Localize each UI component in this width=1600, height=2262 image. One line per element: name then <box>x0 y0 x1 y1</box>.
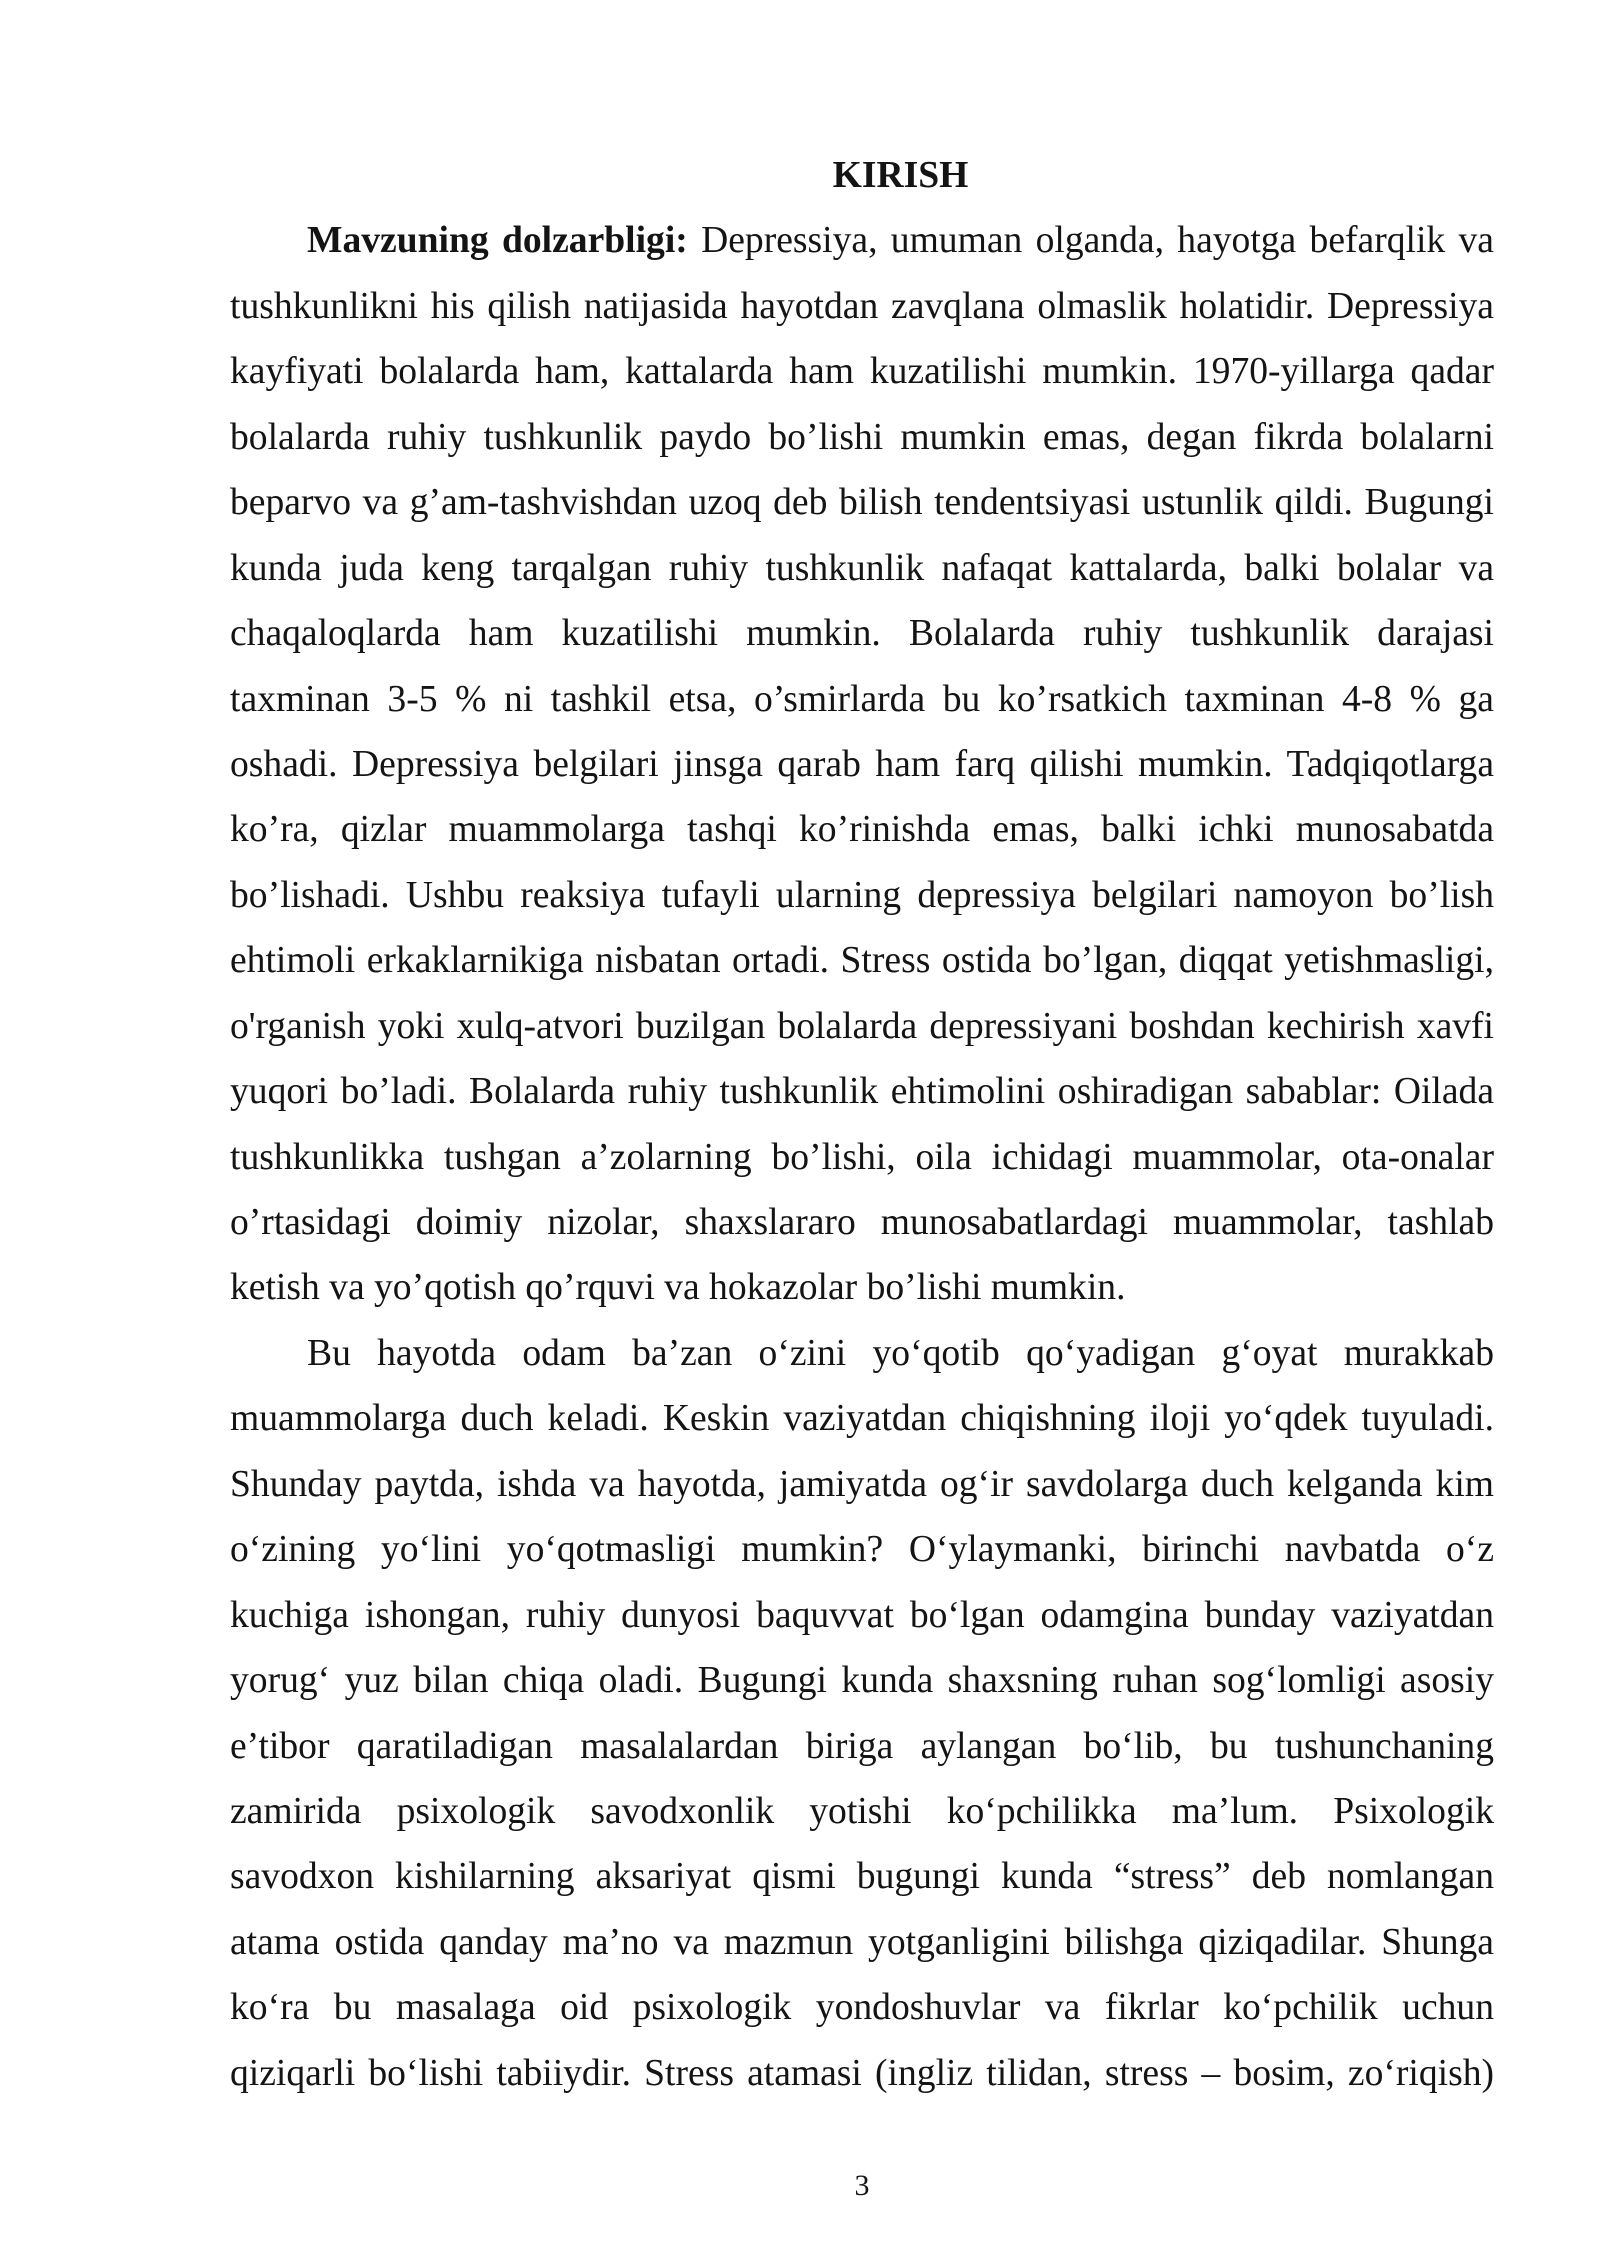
text-line: taxminan 3-5 % ni tashkil etsa, o’smirlarda bu ko’rsatkich taxminan 4-8 % ga <box>230 678 1494 720</box>
text-line: oshadi. Depressiya belgilari jinsga qarab ham farq qilishi mumkin. Tadqiqotlarga <box>230 743 1494 785</box>
text-line: kuchiga ishongan, ruhiy dunyosi baquvvat bo‘lgan odamgina bunday vaziyatdan <box>230 1594 1494 1636</box>
text-line: muammolarga duch keladi. Keskin vaziyatdan chiqishning iloji yo‘qdek tuyuladi. <box>230 1398 1494 1440</box>
paragraph-stress <box>230 1321 1494 2106</box>
text-line: tushkunlikka tushgan a’zolarning bo’lishi, oila ichidagi muammolar, ota-onalar <box>230 1136 1494 1178</box>
text-line: Bu hayotda odam ba’zan o‘zini yo‘qotib qo‘yadigan g‘oyat murakkab <box>307 1332 1494 1374</box>
text-line: yorug‘ yuz bilan chiqa oladi. Bugungi kunda shaxsning ruhan sog‘lomligi asosiy <box>230 1660 1494 1702</box>
text-line: zamirida psixologik savodxonlik yotishi ko‘pchilikka ma’lum. Psixologik <box>230 1790 1494 1832</box>
text-line: ehtimoli erkaklarnikiga nisbatan ortadi. Stress ostida bo’lgan, diqqat yetishmasligi, <box>230 940 1494 982</box>
text-line: Shunday paytda, ishda va hayotda, jamiyatda og‘ir savdolarga duch kelganda kim <box>230 1463 1494 1505</box>
text-line: e’tibor qaratiladigan masalalardan biriga aylangan bo‘lib, bu tushunchaning <box>230 1725 1494 1767</box>
text-line: ko‘ra bu masalaga oid psixologik yondoshuvlar va fikrlar ko‘pchilik uchun <box>230 1987 1494 2029</box>
paragraph-relevance <box>230 208 1494 1320</box>
text-line: o‘zining yo‘lini yo‘qotmasligi mumkin? O‘ylaymanki, birinchi navbatda o‘z <box>230 1529 1494 1571</box>
text-line: kayfiyati bolalarda ham, kattalarda ham kuzatilishi mumkin. 1970-yillarga qadar <box>230 351 1494 393</box>
text-line: kunda juda keng tarqalgan ruhiy tushkunlik nafaqat kattalarda, balki bolalar va <box>230 547 1494 589</box>
paragraph-label: Mavzuning dolzarbligi: <box>307 220 688 262</box>
text-line: qiziqarli bo‘lishi tabiiydir. Stress atamasi (ingliz tilidan, stress – bosim, zo‘riqish) <box>230 2052 1494 2094</box>
text-line: chaqaloqlarda ham kuzatilishi mumkin. Bolalarda ruhiy tushkunlik darajasi <box>230 613 1494 655</box>
text-line-content: Depressiya, umuman olganda, hayotga befarqlik va <box>701 220 1494 262</box>
text-line: beparvo va g’am-tashvishdan uzoq deb bilish tendentsiyasi ustunlik qildi. Bugungi <box>230 482 1494 524</box>
section-heading: KIRISH <box>832 155 969 196</box>
text-line: yuqori bo’ladi. Bolalarda ruhiy tushkunlik ehtimolini oshiradigan sabablar: Oilada <box>230 1071 1494 1113</box>
text-line: bolalarda ruhiy tushkunlik paydo bo’lishi mumkin emas, degan fikrda bolalarni <box>230 416 1494 458</box>
text-line: ko’ra, qizlar muammolarga tashqi ko’rinishda emas, balki ichki munosabatda <box>230 809 1494 851</box>
page-number: 3 <box>854 2169 870 2202</box>
text-line: o’rtasidagi doimiy nizolar, shaxslararo munosabatlardagi muammolar, tashlab <box>230 1202 1494 1243</box>
text-line: ketish va yo’qotish qo’rquvi va hokazolar bo’lishi mumkin. <box>230 1267 1126 1309</box>
text-line: bo’lishadi. Ushbu reaksiya tufayli ularning depressiya belgilari namoyon bo’lish <box>230 874 1494 916</box>
text-line: tushkunlikni his qilish natijasida hayotdan zavqlana olmaslik holatidir. Depressiya <box>230 285 1494 327</box>
text-line: atama ostida qanday ma’no va mazmun yotganligini bilishga qiziqadilar. Shunga <box>230 1921 1494 1963</box>
text-line: o'rganish yoki xulq-atvori buzilgan bolalarda depressiyani boshdan kechirish xavfi <box>230 1005 1494 1047</box>
text-line <box>230 208 1494 273</box>
text-line: savodxon kishilarning aksariyat qismi bugungi kunda “stress” deb nomlangan <box>230 1856 1494 1898</box>
page-body <box>230 143 1494 2106</box>
